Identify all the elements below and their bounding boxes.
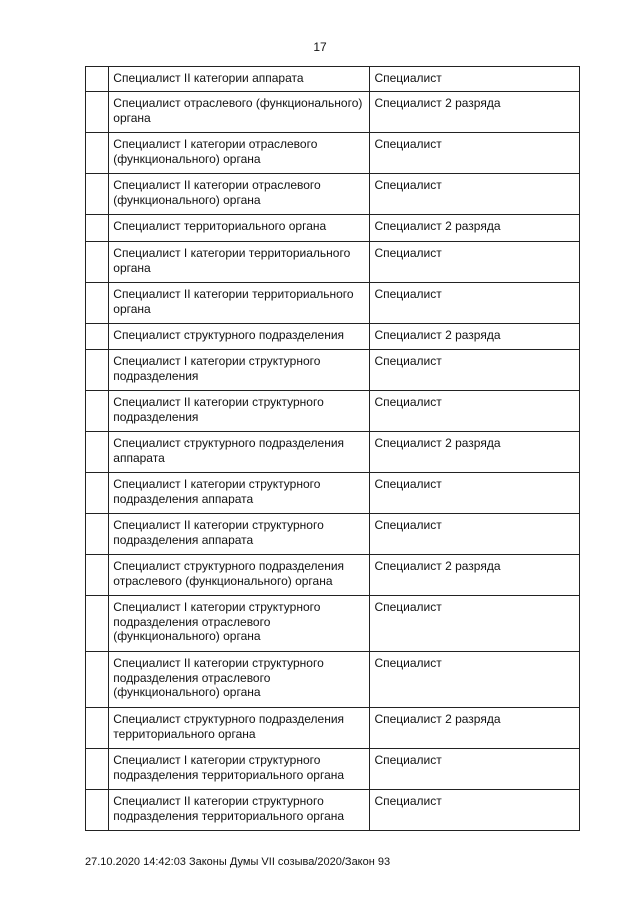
footer-registration-stamp: 27.10.2020 14:42:03 Законы Думы VII созыва/2020/Закон 93 [85, 856, 391, 868]
position-grade-cell: Специалист 2 разряда [370, 555, 580, 596]
position-grade-cell: Специалист [370, 350, 580, 391]
row-number-cell [86, 67, 109, 92]
table-row [86, 790, 580, 831]
table-row [86, 350, 580, 391]
row-number-cell [86, 596, 109, 652]
position-name-cell: Специалист I категории структурного подразделения [109, 350, 370, 391]
table-row [86, 174, 580, 215]
table-row [86, 432, 580, 473]
table-row [86, 391, 580, 432]
table-row [86, 749, 580, 790]
row-number-cell [86, 174, 109, 215]
position-name-cell: Специалист I категории структурного подразделения аппарата [109, 473, 370, 514]
position-name-cell: Специалист II категории структурного подразделения [109, 391, 370, 432]
table-row [86, 473, 580, 514]
position-grade-cell: Специалист [370, 473, 580, 514]
row-number-cell [86, 790, 109, 831]
positions-table [85, 66, 580, 831]
row-number-cell [86, 92, 109, 133]
position-name-cell: Специалист II категории отраслевого (функционального) органа [109, 174, 370, 215]
position-name-cell: Специалист I категории отраслевого (функционального) органа [109, 133, 370, 174]
table-row [86, 215, 580, 242]
position-grade-cell: Специалист [370, 596, 580, 652]
position-name-cell: Специалист структурного подразделения отраслевого (функционального) органа [109, 555, 370, 596]
position-name-cell: Специалист структурного подразделения территориального органа [109, 708, 370, 749]
row-number-cell [86, 432, 109, 473]
row-number-cell [86, 652, 109, 708]
position-grade-cell: Специалист [370, 790, 580, 831]
table-row [86, 708, 580, 749]
position-grade-cell: Специалист [370, 283, 580, 324]
position-name-cell: Специалист II категории аппарата [109, 67, 370, 92]
positions-table-body [86, 67, 580, 831]
row-number-cell [86, 242, 109, 283]
position-grade-cell: Специалист [370, 133, 580, 174]
position-grade-cell: Специалист [370, 652, 580, 708]
row-number-cell [86, 708, 109, 749]
table-row [86, 555, 580, 596]
table-row [86, 652, 580, 708]
row-number-cell [86, 215, 109, 242]
position-name-cell: Специалист I категории структурного подразделения отраслевого (функционального) органа [109, 596, 370, 652]
position-name-cell: Специалист II категории структурного подразделения аппарата [109, 514, 370, 555]
position-grade-cell: Специалист 2 разряда [370, 708, 580, 749]
row-number-cell [86, 391, 109, 432]
table-row [86, 133, 580, 174]
position-grade-cell: Специалист [370, 174, 580, 215]
page-number: 17 [313, 40, 327, 54]
row-number-cell [86, 514, 109, 555]
position-name-cell: Специалист I категории территориального органа [109, 242, 370, 283]
position-name-cell: Специалист структурного подразделения аппарата [109, 432, 370, 473]
position-grade-cell: Специалист [370, 514, 580, 555]
table-row [86, 242, 580, 283]
position-name-cell: Специалист отраслевого (функционального) органа [109, 92, 370, 133]
table-row [86, 67, 580, 92]
position-name-cell: Специалист I категории структурного подразделения территориального органа [109, 749, 370, 790]
position-grade-cell: Специалист 2 разряда [370, 92, 580, 133]
position-name-cell: Специалист II категории территориального органа [109, 283, 370, 324]
row-number-cell [86, 749, 109, 790]
row-number-cell [86, 283, 109, 324]
table-row [86, 324, 580, 350]
table-row [86, 596, 580, 652]
position-grade-cell: Специалист [370, 242, 580, 283]
table-row [86, 283, 580, 324]
position-grade-cell: Специалист [370, 749, 580, 790]
row-number-cell [86, 324, 109, 350]
position-grade-cell: Специалист 2 разряда [370, 215, 580, 242]
row-number-cell [86, 350, 109, 391]
position-grade-cell: Специалист [370, 67, 580, 92]
position-name-cell: Специалист II категории структурного подразделения территориального органа [109, 790, 370, 831]
position-grade-cell: Специалист [370, 391, 580, 432]
position-grade-cell: Специалист 2 разряда [370, 324, 580, 350]
row-number-cell [86, 555, 109, 596]
position-name-cell: Специалист структурного подразделения [109, 324, 370, 350]
position-name-cell: Специалист территориального органа [109, 215, 370, 242]
row-number-cell [86, 473, 109, 514]
row-number-cell [86, 133, 109, 174]
position-name-cell: Специалист II категории структурного подразделения отраслевого (функционального) органа [109, 652, 370, 708]
table-row [86, 514, 580, 555]
position-grade-cell: Специалист 2 разряда [370, 432, 580, 473]
table-row [86, 92, 580, 133]
